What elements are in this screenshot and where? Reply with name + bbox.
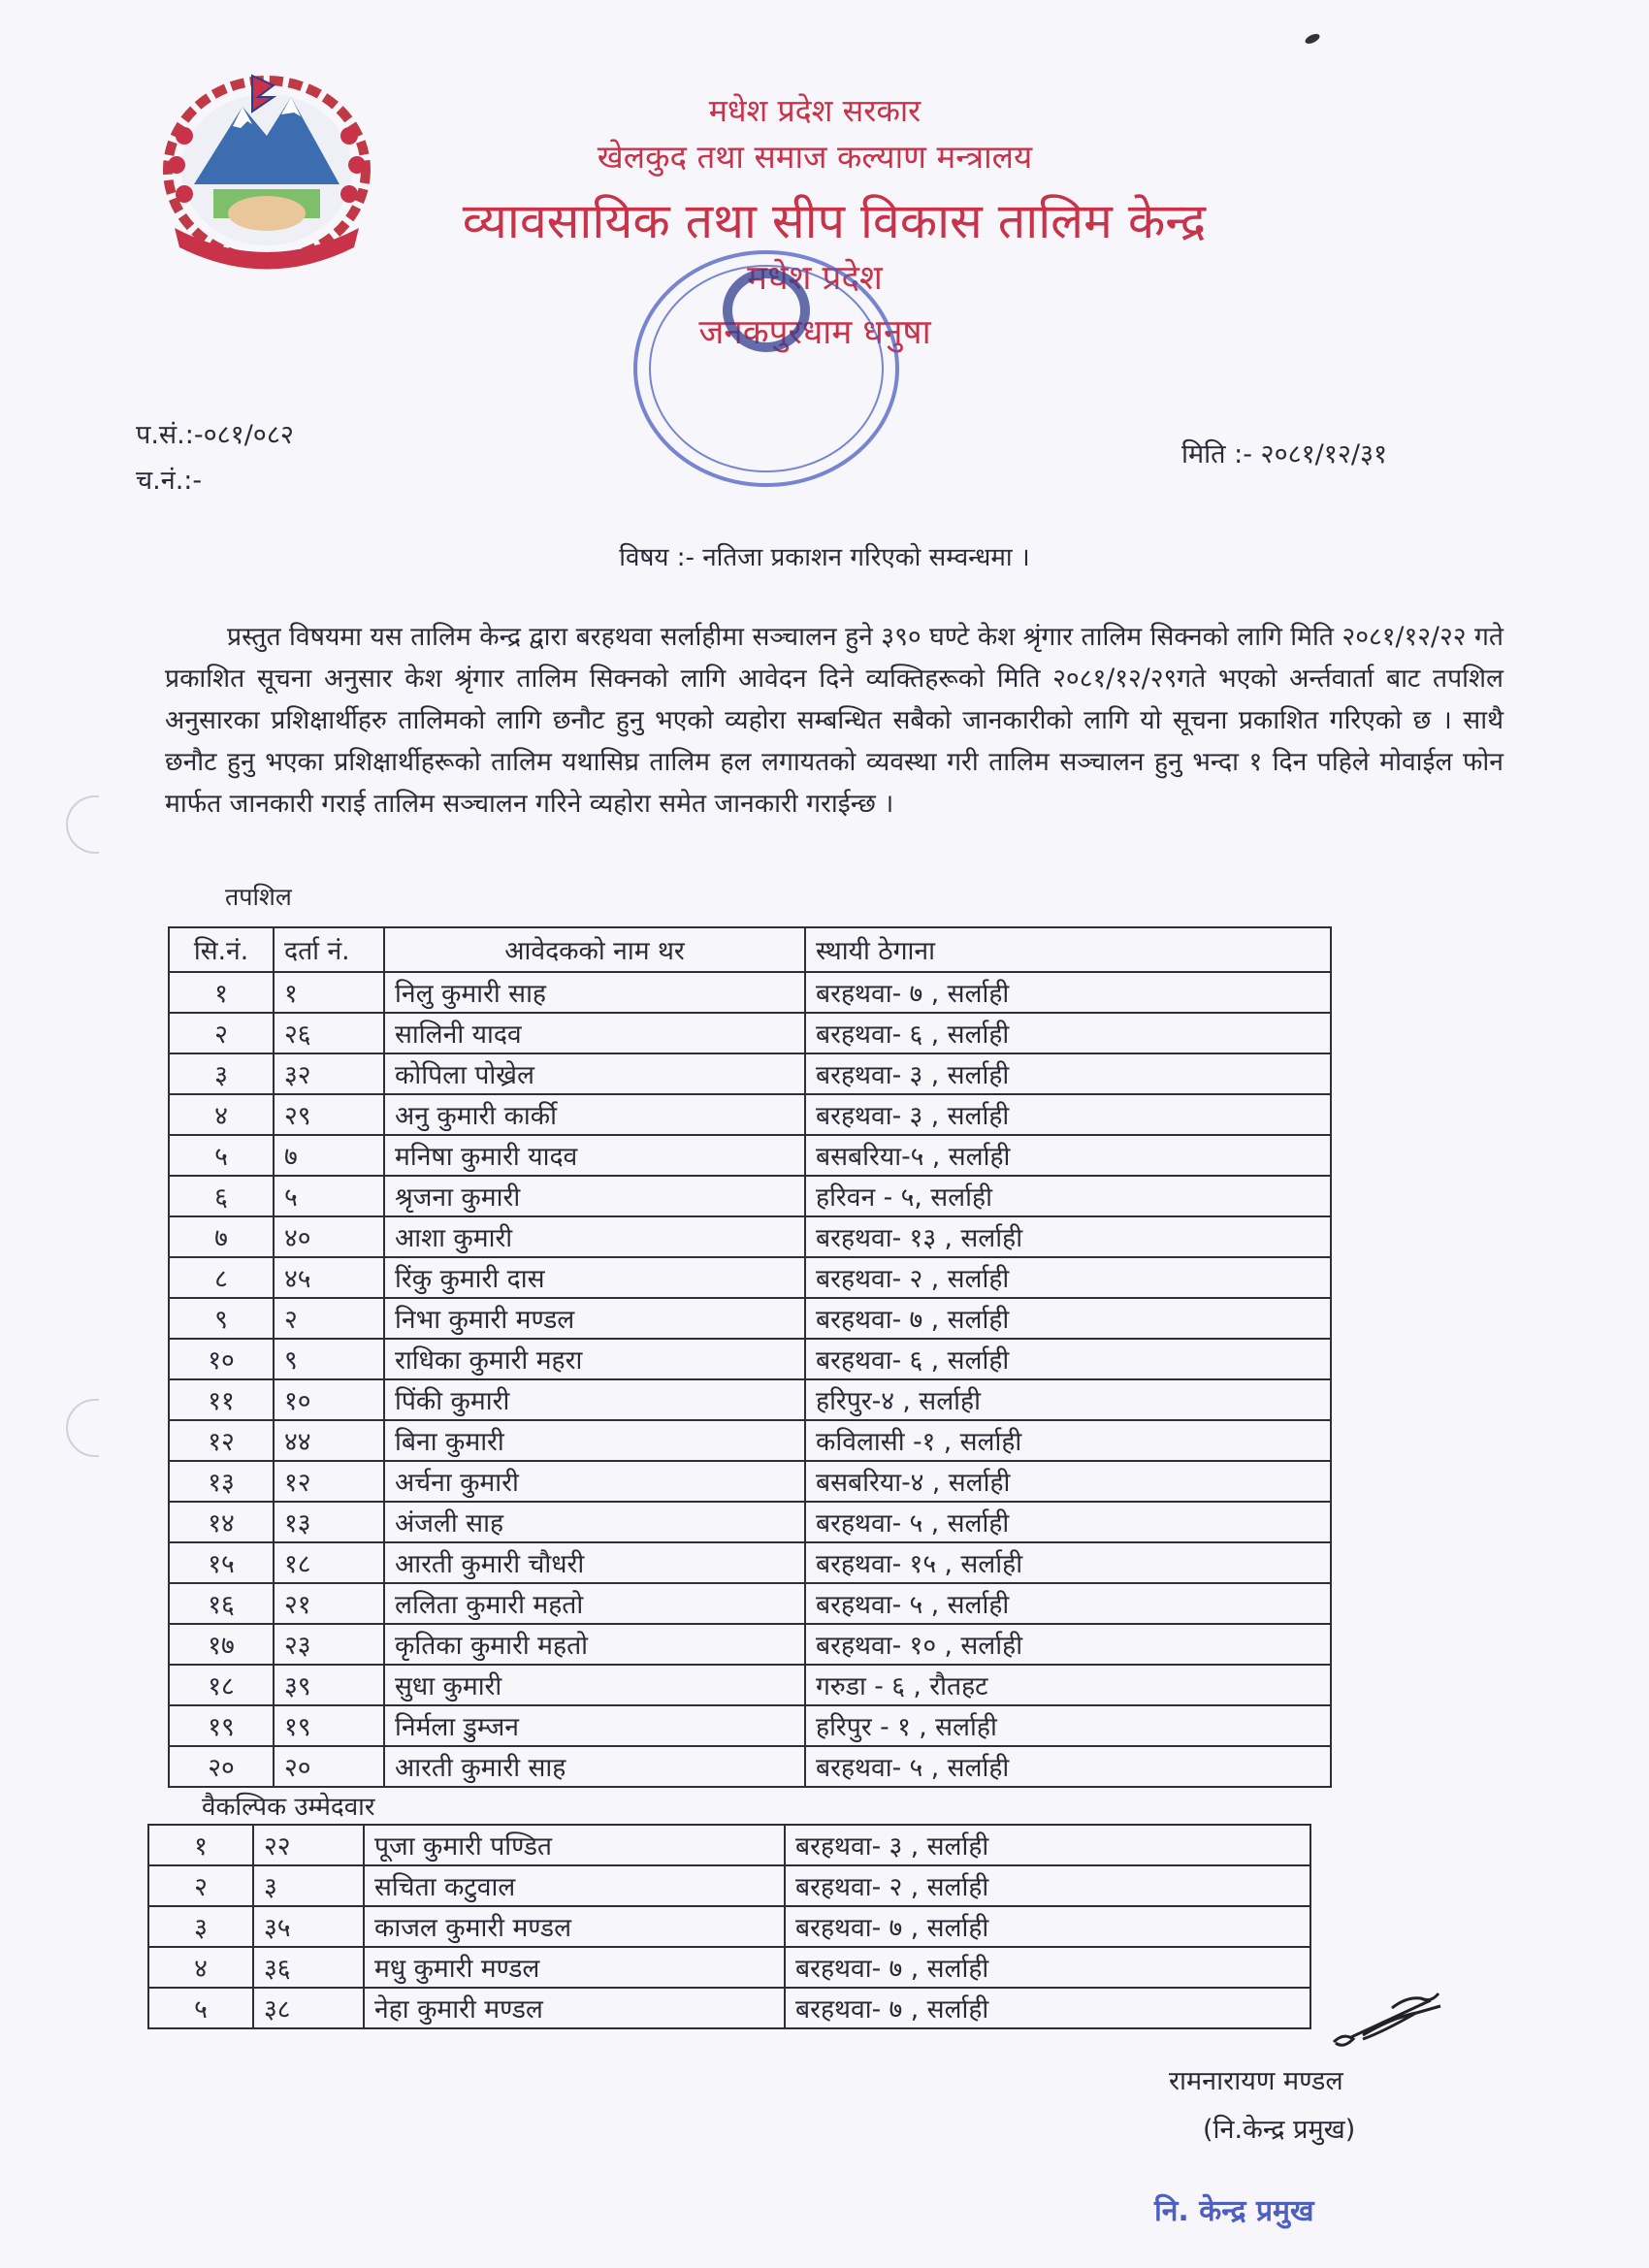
table-row: [169, 1624, 1331, 1665]
col-header-name: आवेदकको नाम थर: [384, 927, 805, 972]
punch-hole-bottom: [66, 1399, 99, 1457]
table-row: [169, 1502, 1331, 1542]
cell-name: अंजली साह: [384, 1502, 805, 1542]
table-row: [169, 1094, 1331, 1135]
cell-serial: ५: [169, 1135, 274, 1176]
cell-name: ललिता कुमारी महतो: [384, 1583, 805, 1624]
cell-registration: २०: [274, 1746, 384, 1787]
table-row: [148, 1988, 1310, 2028]
cell-address: हरिपुर-४ , सर्लाही: [805, 1379, 1331, 1420]
header-line-ministry: खेलकुद तथा समाज कल्याण मन्त्रालय: [597, 138, 1033, 176]
punch-hole-top: [66, 795, 99, 854]
cell-address: बरहथवा- २ , सर्लाही: [805, 1257, 1331, 1298]
office-seal-stamp: [621, 243, 912, 495]
cell-name: कोपिला पोख्रेल: [384, 1053, 805, 1094]
cell-name: कृतिका कुमारी महतो: [384, 1624, 805, 1665]
cell-registration: २३: [274, 1624, 384, 1665]
header-line-province-government: मधेश प्रदेश सरकार: [708, 92, 922, 129]
cell-name: आशा कुमारी: [384, 1216, 805, 1257]
header-line-location: जनकपुरधाम धनुषा: [698, 313, 931, 352]
cell-registration: ४०: [274, 1216, 384, 1257]
ink-speck: [1304, 32, 1321, 46]
alternate-candidates-body: [148, 1825, 1310, 2028]
table-row: [169, 1746, 1331, 1787]
cell-serial: ४: [148, 1947, 253, 1988]
cell-address: बरहथवा- ५ , सर्लाही: [805, 1746, 1331, 1787]
table-row: [169, 1176, 1331, 1216]
cell-registration: १२: [274, 1461, 384, 1502]
table-row: [148, 1906, 1310, 1947]
cell-registration: ३८: [253, 1988, 364, 2028]
cell-registration: २९: [274, 1094, 384, 1135]
signatory-role: (नि.केन्द्र प्रमुख): [1203, 2115, 1356, 2145]
alternate-candidates-label: वैकल्पिक उम्मेदवार: [202, 1793, 375, 1822]
cell-registration: ३२: [274, 1053, 384, 1094]
cell-registration: ७: [274, 1135, 384, 1176]
cell-serial: ७: [169, 1216, 274, 1257]
cell-address: कविलासी -१ , सर्लाही: [805, 1420, 1331, 1461]
cell-name: रिंकु कुमारी दास: [384, 1257, 805, 1298]
cell-name: आरती कुमारी चौधरी: [384, 1542, 805, 1583]
table-row: [148, 1947, 1310, 1988]
cell-registration: ९: [274, 1339, 384, 1379]
table-row: [169, 1379, 1331, 1420]
cell-serial: ८: [169, 1257, 274, 1298]
tapashil-label: तपशिल: [225, 883, 292, 911]
cell-name: बिना कुमारी: [384, 1420, 805, 1461]
cell-address: बरहथवा- ३ , सर्लाही: [805, 1094, 1331, 1135]
col-header-registration: दर्ता नं.: [274, 927, 384, 972]
table-row: [169, 1665, 1331, 1705]
cell-serial: १७: [169, 1624, 274, 1665]
cell-registration: १०: [274, 1379, 384, 1420]
cell-serial: १०: [169, 1339, 274, 1379]
cell-serial: ११: [169, 1379, 274, 1420]
cell-name: मनिषा कुमारी यादव: [384, 1135, 805, 1176]
cell-address: बसबरिया-४ , सर्लाही: [805, 1461, 1331, 1502]
document-date: मिति :- २०८१/१२/३१: [1181, 439, 1388, 470]
cell-address: बसबरिया-५ , सर्लाही: [805, 1135, 1331, 1176]
cell-registration: ३५: [253, 1906, 364, 1947]
header-line-province: मधेश प्रदेश: [747, 259, 883, 298]
table-row: [148, 1825, 1310, 1865]
cell-serial: ५: [148, 1988, 253, 2028]
cell-name: निलु कुमारी साह: [384, 972, 805, 1013]
cell-name: अनु कुमारी कार्की: [384, 1094, 805, 1135]
table-row: [169, 1339, 1331, 1379]
cell-serial: १६: [169, 1583, 274, 1624]
cell-address: बरहथवा- १५ , सर्लाही: [805, 1542, 1331, 1583]
cell-serial: ४: [169, 1094, 274, 1135]
table-row: [169, 1461, 1331, 1502]
cell-serial: १९: [169, 1705, 274, 1746]
cell-address: बरहथवा- ५ , सर्लाही: [805, 1502, 1331, 1542]
cell-registration: १: [274, 972, 384, 1013]
col-header-address: स्थायी ठेगाना: [805, 927, 1331, 972]
cell-serial: २०: [169, 1746, 274, 1787]
cell-serial: ६: [169, 1176, 274, 1216]
cell-address: बरहथवा- ७ , सर्लाही: [785, 1988, 1310, 2028]
cell-name: सचिता कटुवाल: [364, 1865, 785, 1906]
cell-address: बरहथवा- ३ , सर्लाही: [785, 1825, 1310, 1865]
table-row: [148, 1865, 1310, 1906]
cell-address: हरिवन - ५, सर्लाही: [805, 1176, 1331, 1216]
handwritten-signature: [1324, 1979, 1450, 2057]
alternate-candidates-table: [147, 1824, 1311, 2029]
col-header-serial: सि.नं.: [169, 927, 274, 972]
cell-serial: २: [169, 1013, 274, 1053]
cell-registration: १३: [274, 1502, 384, 1542]
cell-address: बरहथवा- ७ , सर्लाही: [805, 972, 1331, 1013]
selected-candidates-table: [168, 926, 1332, 1788]
cell-address: बरहथवा- ७ , सर्लाही: [805, 1298, 1331, 1339]
cell-serial: १८: [169, 1665, 274, 1705]
cell-address: बरहथवा- ७ , सर्लाही: [785, 1906, 1310, 1947]
dispatch-number: च.नं.:-: [136, 466, 203, 496]
cell-name: सालिनी यादव: [384, 1013, 805, 1053]
cell-registration: १८: [274, 1542, 384, 1583]
cell-name: आरती कुमारी साह: [384, 1746, 805, 1787]
cell-serial: १: [148, 1825, 253, 1865]
cell-address: बरहथवा- ५ , सर्लाही: [805, 1583, 1331, 1624]
table-row: [169, 1013, 1331, 1053]
cell-registration: २१: [274, 1583, 384, 1624]
table-row: [169, 1257, 1331, 1298]
cell-registration: २: [274, 1298, 384, 1339]
cell-name: पूजा कुमारी पण्डित: [364, 1825, 785, 1865]
table-row: [169, 972, 1331, 1013]
cell-address: बरहथवा- ६ , सर्लाही: [805, 1013, 1331, 1053]
cell-registration: ५: [274, 1176, 384, 1216]
cell-name: नेहा कुमारी मण्डल: [364, 1988, 785, 2028]
table-row: [169, 1135, 1331, 1176]
subject-line: विषय :- नतिजा प्रकाशन गरिएको सम्वन्धमा ।: [619, 543, 1030, 572]
cell-name: निर्मला डुम्जन: [384, 1705, 805, 1746]
cell-address: बरहथवा- १० , सर्लाही: [805, 1624, 1331, 1665]
cell-registration: ४५: [274, 1257, 384, 1298]
cell-address: गरुडा - ६ , रौतहट: [805, 1665, 1331, 1705]
cell-address: बरहथवा- १३ , सर्लाही: [805, 1216, 1331, 1257]
table-row: [169, 1298, 1331, 1339]
cell-name: पिंकी कुमारी: [384, 1379, 805, 1420]
cell-serial: ९: [169, 1298, 274, 1339]
cell-registration: ३६: [253, 1947, 364, 1988]
cell-name: राधिका कुमारी महरा: [384, 1339, 805, 1379]
cell-registration: २२: [253, 1825, 364, 1865]
nepal-emblem-logo: [155, 68, 378, 272]
cell-name: अर्चना कुमारी: [384, 1461, 805, 1502]
cell-registration: ४४: [274, 1420, 384, 1461]
cell-address: बरहथवा- ७ , सर्लाही: [785, 1947, 1310, 1988]
cell-name: सुधा कुमारी: [384, 1665, 805, 1705]
center-chief-stamp: नि. केन्द्र प्रमुख: [1154, 2194, 1314, 2228]
table-row: [169, 1705, 1331, 1746]
selected-candidates-body: [169, 972, 1331, 1787]
body-paragraph: प्रस्तुत विषयमा यस तालिम केन्द्र द्वारा बरहथवा सर्लाहीमा सञ्चालन हुने ३९० घण्टे केश श्रृंगार तालिम सिक्नको लागि मिति २०८१/१२/२२ गते प्रकाशित सूचना अनुसार केश श्रृंगार तालिम सिक्नको लागि आवेदन दिने व्यक्तिहरूको मिति २०८१/१२/२९गते भएको अर्न्तवार्ता बाट तपशिल अनुसारका प्रशिक्षार्थीहरु तालिमको लागि छनौट हुनु भएको व्यहोरा सम्बन्धित सबैको जानकारीको लागि यो सूचना प्रकाशित गरिएको छ । साथै छनौट हुनु भएका प्रशिक्षार्थीहरूको तालिम यथासिघ्र तालिम हल लगायतको व्यवस्था गरी तालिम सञ्चालन हुनु भन्दा १ दिन पहिले मोवाईल फोन मार्फत जानकारी गराई तालिम सञ्चालन गरिने व्यहोरा समेत जानकारी गराईन्छ ।: [165, 622, 1504, 819]
cell-name: श्रृजना कुमारी: [384, 1176, 805, 1216]
cell-serial: २: [148, 1865, 253, 1906]
cell-serial: १४: [169, 1502, 274, 1542]
cell-registration: १९: [274, 1705, 384, 1746]
cell-serial: १२: [169, 1420, 274, 1461]
table-header-row: [169, 927, 1331, 972]
signatory-name: रामनारायण मण्डल: [1169, 2066, 1343, 2096]
cell-name: निभा कुमारी मण्डल: [384, 1298, 805, 1339]
cell-registration: ३९: [274, 1665, 384, 1705]
cell-address: बरहथवा- ६ , सर्लाही: [805, 1339, 1331, 1379]
cell-name: मधु कुमारी मण्डल: [364, 1947, 785, 1988]
cell-address: हरिपुर - १ , सर्लाही: [805, 1705, 1331, 1746]
cell-serial: १५: [169, 1542, 274, 1583]
cell-address: बरहथवा- ३ , सर्लाही: [805, 1053, 1331, 1094]
cell-serial: १: [169, 972, 274, 1013]
cell-serial: १३: [169, 1461, 274, 1502]
cell-name: काजल कुमारी मण्डल: [364, 1906, 785, 1947]
cell-registration: ३: [253, 1865, 364, 1906]
table-row: [169, 1053, 1331, 1094]
table-row: [169, 1583, 1331, 1624]
reference-number: प.सं.:-०८१/०८२: [136, 420, 294, 450]
cell-serial: ३: [148, 1906, 253, 1947]
table-row: [169, 1216, 1331, 1257]
cell-address: बरहथवा- २ , सर्लाही: [785, 1865, 1310, 1906]
header-line-training-center: व्यावसायिक तथा सीप विकास तालिम केन्द्र: [462, 193, 1207, 249]
cell-registration: २६: [274, 1013, 384, 1053]
table-row: [169, 1542, 1331, 1583]
cell-serial: ३: [169, 1053, 274, 1094]
table-row: [169, 1420, 1331, 1461]
